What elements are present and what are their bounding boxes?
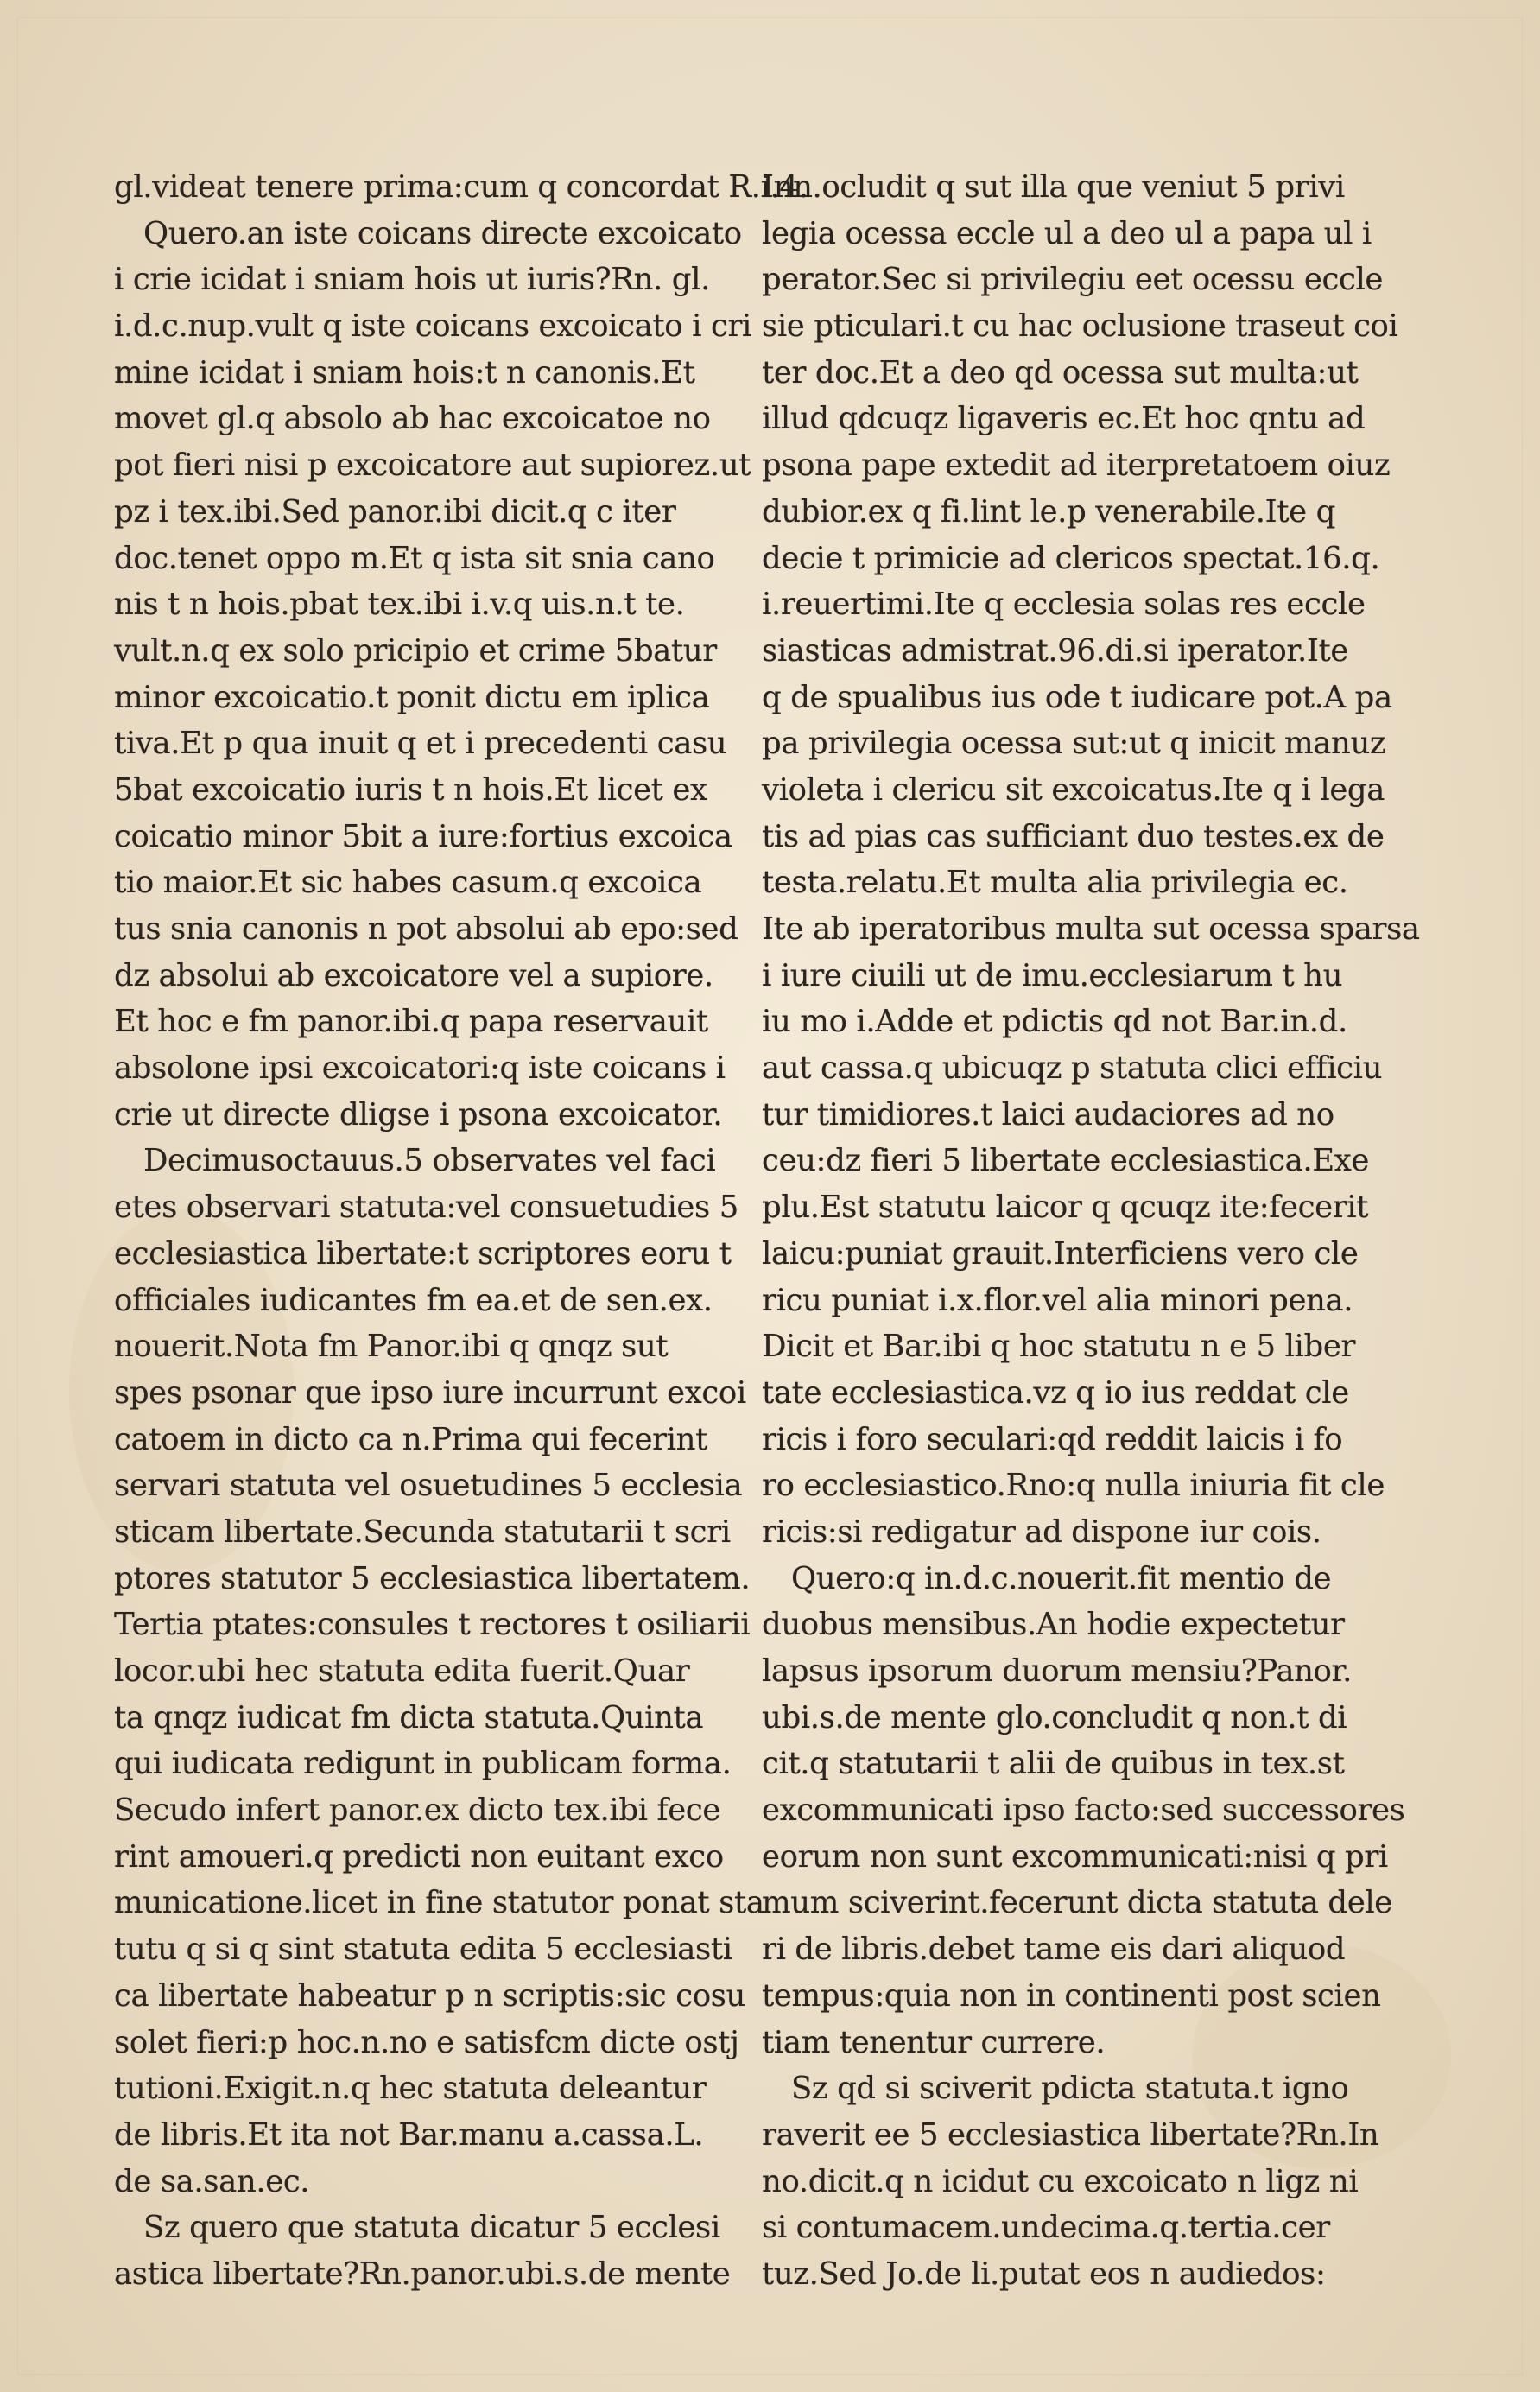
text-line: Inn.ocludit q sut illa que veniut 5 privi (762, 169, 1345, 205)
text-line: iu mo i.Adde et pdictis qd not Bar.in.d. (762, 1004, 1347, 1040)
text-line: i iure ciuili ut de imu.ecclesiarum t hu (762, 957, 1343, 993)
text-line: coicatio minor 5bit a iure:fortius excoica (114, 818, 732, 854)
text-line: tutu q si q sint statuta edita 5 ecclesiasti (114, 1932, 732, 1968)
text-line: Sz qd si sciverit pdicta statuta.t igno (791, 2071, 1349, 2107)
text-line: 5bat excoicatio iuris t n hois.Et licet ex (114, 771, 707, 808)
text-line: dz absolui ab excoicatore vel a supiore. (114, 957, 713, 993)
text-line: Secudo infert panor.ex dicto tex.ibi fece (114, 1792, 720, 1829)
text-line: spes psonar que ipso iure incurrunt excoi (114, 1374, 746, 1411)
text-line: astica libertate?Rn.panor.ubi.s.de mente (114, 2256, 731, 2292)
text-line: doc.tenet oppo m.Et q ista sit snia cano (114, 540, 715, 576)
text-line: catoem in dicto ca n.Prima qui fecerint (114, 1421, 707, 1457)
text-line: ceu:dz fieri 5 libertate ecclesiastica.Exe (762, 1143, 1369, 1179)
text-line: tur timidiores.t laici audaciores ad no (762, 1096, 1334, 1133)
left-text-column (114, 164, 808, 2298)
text-line: nis t n hois.pbat tex.ibi i.v.q uis.n.t te. (114, 587, 685, 623)
text-line: Dicit et Bar.ibi q hoc statutu n e 5 liber (762, 1329, 1356, 1365)
text-line: illud qdcuqz ligaveris ec.Et hoc qntu ad (762, 401, 1366, 437)
text-line: si contumacem.undecima.q.tertia.cer (762, 2210, 1330, 2246)
text-line: Tertia ptates:consules t rectores t osiliarii (114, 1607, 751, 1643)
text-line: ricis i foro seculari:qd reddit laicis i fo (762, 1421, 1343, 1457)
text-line: tis ad pias cas sufficiant duo testes.ex de (762, 818, 1385, 854)
text-line: lapsus ipsorum duorum mensiu?Panor. (762, 1653, 1353, 1689)
text-line: i crie icidat i sniam hois ut iuris?Rn. gl. (114, 262, 710, 298)
text-line: laicu:puniat grauit.Interficiens vero cle (762, 1235, 1359, 1272)
text-line: ubi.s.de mente glo.concludit q non.t di (762, 1699, 1347, 1735)
text-line: solet fieri:p hoc.n.no e satisfcm dicte ostj (114, 2024, 739, 2060)
text-line: gl.videat tenere prima:cum q concordat R.i.4. (114, 169, 808, 205)
text-line: psona pape extedit ad iterpretatoem oiuz (762, 447, 1391, 484)
text-line: tus snia canonis n pot absolui ab epo:sed (114, 911, 738, 947)
text-line: excommunicati ipso facto:sed successores (762, 1792, 1405, 1829)
text-line: ricis:si redigatur ad dispone iur cois. (762, 1513, 1321, 1550)
text-line: Sz quero que statuta dicatur 5 ecclesi (143, 2210, 720, 2246)
text-line: ptores statutor 5 ecclesiastica libertatem. (114, 1560, 751, 1596)
text-line: servari statuta vel osuetudines 5 ecclesia (114, 1468, 743, 1504)
text-line: Ite ab iperatoribus multa sut ocessa sparsa (762, 911, 1420, 947)
text-line: Quero:q in.d.c.nouerit.fit mentio de (791, 1560, 1332, 1596)
text-line: no.dicit.q n icidut cu excoicato n ligz ni (762, 2163, 1359, 2199)
text-line: qui iudicata redigunt in publicam forma. (114, 1746, 732, 1782)
text-line: duobus mensibus.An hodie expectetur (762, 1607, 1345, 1643)
text-line: absolone ipsi excoicatori:q iste coicans i (114, 1050, 726, 1087)
text-line: crie ut directe dligse i psona excoicator. (114, 1096, 723, 1133)
text-line: eorum non sunt excommunicati:nisi q pri (762, 1838, 1388, 1875)
text-line: mine icidat i sniam hois:t n canonis.Et (114, 354, 695, 390)
text-line: tiva.Et p qua inuit q et i precedenti casu (114, 726, 727, 762)
text-line: legia ocessa eccle ul a deo ul a papa ul i (762, 215, 1372, 251)
text-line: tutioni.Exigit.n.q hec statuta deleantur (114, 2071, 707, 2107)
text-line: perator.Sec si privilegiu eet ocessu eccle (762, 262, 1384, 298)
text-line: cit.q statutarii t alii de quibus in tex.st (762, 1746, 1345, 1782)
text-line: mum sciverint.fecerunt dicta statuta dele (762, 1885, 1392, 1921)
text-line: officiales iudicantes fm ea.et de sen.ex. (114, 1282, 713, 1318)
text-line: siasticas admistrat.96.di.si iperator.Ite (762, 632, 1348, 669)
text-line: de sa.san.ec. (114, 2163, 310, 2199)
text-line: Decimusoctauus.5 observates vel faci (143, 1143, 716, 1179)
text-line: dubior.ex q fi.lint le.p venerabile.Ite q (762, 493, 1335, 530)
text-line: Et hoc e fm panor.ibi.q papa reservauit (114, 1004, 708, 1040)
text-line: i.d.c.nup.vult q iste coicans excoicato i cri (114, 308, 751, 345)
text-line: municatione.licet in fine statutor ponat sta (114, 1885, 764, 1921)
text-line: pz i tex.ibi.Sed panor.ibi dicit.q c iter (114, 493, 676, 530)
text-line: decie t primicie ad clericos spectat.16.q. (762, 540, 1380, 576)
text-line: ri de libris.debet tame eis dari aliquod (762, 1932, 1346, 1968)
text-line: ro ecclesiastico.Rno:q nulla iniuria fit cle (762, 1468, 1385, 1504)
text-line: movet gl.q absolo ab hac excoicatoe no (114, 401, 711, 437)
text-line: locor.ubi hec statuta edita fuerit.Quar (114, 1653, 690, 1689)
text-line: ca libertate habeatur p n scriptis:sic cosu (114, 1977, 746, 2014)
text-line: testa.relatu.Et multa alia privilegia ec. (762, 865, 1348, 901)
text-line: pa privilegia ocessa sut:ut q inicit manuz (762, 726, 1386, 762)
text-line: pot fieri nisi p excoicatore aut supiorez.ut (114, 447, 751, 484)
text-line: tuz.Sed Jo.de li.putat eos n audiedos: (762, 2256, 1326, 2292)
text-line: raverit ee 5 ecclesiastica libertate?Rn.In (762, 2116, 1379, 2153)
text-line: violeta i clericu sit excoicatus.Ite q i lega (762, 771, 1385, 808)
text-line: rint amoueri.q predicti non euitant exco (114, 1838, 724, 1875)
text-line: vult.n.q ex solo pricipio et crime 5batur (114, 632, 717, 669)
text-line: tiam tenentur currere. (762, 2024, 1106, 2060)
text-line: q de spualibus ius ode t iudicare pot.A pa (762, 679, 1392, 715)
text-line: ricu puniat i.x.flor.vel alia minori pena. (762, 1282, 1353, 1318)
text-line: ecclesiastica libertate:t scriptores eoru t (114, 1235, 732, 1272)
text-line: tio maior.Et sic habes casum.q excoica (114, 865, 702, 901)
text-line: tate ecclesiastica.vz q io ius reddat cle (762, 1374, 1349, 1411)
text-line: aut cassa.q ubicuqz p statuta clici efficiu (762, 1050, 1383, 1087)
text-line: nouerit.Nota fm Panor.ibi q qnqz sut (114, 1329, 669, 1365)
text-line: ter doc.Et a deo qd ocessa sut multa:ut (762, 354, 1359, 390)
text-line: plu.Est statutu laicor q qcuqz ite:fecerit (762, 1190, 1369, 1226)
text-line: Quero.an iste coicans directe excoicato (143, 215, 742, 251)
text-line: de libris.Et ita not Bar.manu a.cassa.L. (114, 2116, 704, 2153)
right-text-column (762, 164, 1420, 2298)
text-line: i.reuertimi.Ite q ecclesia solas res eccle (762, 587, 1366, 623)
text-line: ta qnqz iudicat fm dicta statuta.Quinta (114, 1699, 704, 1735)
text-line: etes observari statuta:vel consuetudies 5 (114, 1190, 738, 1226)
text-line: sie pticulari.t cu hac oclusione traseut coi (762, 308, 1398, 345)
text-line: tempus:quia non in continenti post scien (762, 1977, 1381, 2014)
text-line: sticam libertate.Secunda statutarii t scri (114, 1513, 731, 1550)
text-line: minor excoicatio.t ponit dictu em iplica (114, 679, 710, 715)
